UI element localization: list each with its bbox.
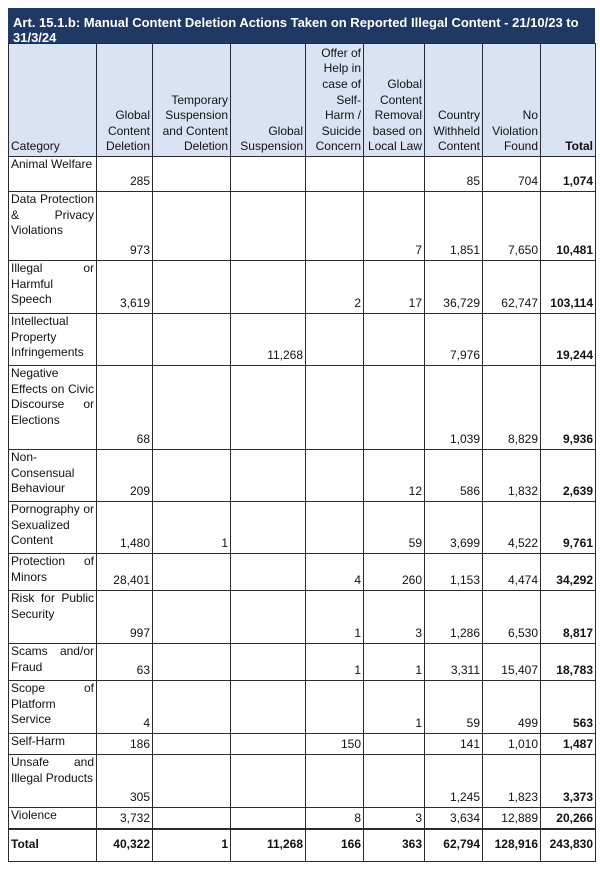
table-row <box>9 808 596 829</box>
category-cell: Illegal or Harmful Speech <box>9 261 97 314</box>
value-cell <box>153 450 231 502</box>
value-cell: 12 <box>364 450 425 502</box>
value-cell <box>231 808 306 829</box>
table-title: Art. 15.1.b: Manual Content Deletion Actions Taken on Reported Illegal Content - 21/10/23 to 31/3/24 <box>8 8 595 43</box>
value-cell <box>231 157 306 192</box>
value-cell <box>231 450 306 502</box>
value-cell <box>306 755 364 808</box>
value-cell: 85 <box>425 157 483 192</box>
value-cell <box>306 157 364 192</box>
total-cell: 11,268 <box>231 829 306 862</box>
column-header-offer-of-help: Offer of Help in case of Self-Harm / Suicide Concern <box>306 44 364 157</box>
value-cell <box>153 681 231 734</box>
column-header-global-content-removal: Global Content Removal based on Local Law <box>364 44 425 157</box>
row-total-cell: 1,487 <box>541 734 596 755</box>
value-cell <box>153 554 231 591</box>
value-cell: 973 <box>97 192 153 261</box>
row-total-cell: 103,114 <box>541 261 596 314</box>
value-cell: 4 <box>97 681 153 734</box>
category-cell: Intellectual Property Infringements <box>9 314 97 366</box>
value-cell: 28,401 <box>97 554 153 591</box>
table-row <box>9 157 596 192</box>
value-cell: 1 <box>364 681 425 734</box>
row-total-cell: 1,074 <box>541 157 596 192</box>
header-row <box>9 44 596 157</box>
value-cell <box>153 366 231 450</box>
category-cell: Negative Effects on Civic Discourse or Elections <box>9 366 97 450</box>
value-cell <box>483 314 541 366</box>
value-cell: 8,829 <box>483 366 541 450</box>
value-cell: 499 <box>483 681 541 734</box>
column-header-total: Total <box>541 44 596 157</box>
value-cell <box>231 261 306 314</box>
total-cell: 166 <box>306 829 364 862</box>
value-cell: 1 <box>306 591 364 644</box>
row-total-cell: 34,292 <box>541 554 596 591</box>
value-cell: 1,823 <box>483 755 541 808</box>
value-cell <box>231 502 306 554</box>
value-cell <box>153 591 231 644</box>
category-cell: Scams and/or Fraud <box>9 644 97 681</box>
value-cell <box>153 314 231 366</box>
value-cell <box>306 314 364 366</box>
value-cell <box>306 681 364 734</box>
value-cell <box>153 808 231 829</box>
value-cell: 305 <box>97 755 153 808</box>
table-row <box>9 314 596 366</box>
value-cell <box>231 681 306 734</box>
value-cell: 6,530 <box>483 591 541 644</box>
total-cell: 128,916 <box>483 829 541 862</box>
value-cell <box>153 644 231 681</box>
table-footer <box>9 829 596 862</box>
value-cell: 1,039 <box>425 366 483 450</box>
value-cell <box>153 157 231 192</box>
value-cell: 704 <box>483 157 541 192</box>
report-container <box>8 8 595 862</box>
column-header-country-withheld: Country Withheld Content <box>425 44 483 157</box>
table-row <box>9 755 596 808</box>
value-cell <box>231 734 306 755</box>
category-cell: Risk for Public Security <box>9 591 97 644</box>
value-cell: 3,311 <box>425 644 483 681</box>
total-row-label: Total <box>9 829 97 862</box>
total-row <box>9 829 596 862</box>
value-cell: 4,474 <box>483 554 541 591</box>
value-cell <box>306 366 364 450</box>
table-row <box>9 192 596 261</box>
value-cell <box>231 644 306 681</box>
value-cell <box>231 554 306 591</box>
value-cell: 8 <box>306 808 364 829</box>
value-cell: 17 <box>364 261 425 314</box>
value-cell <box>306 192 364 261</box>
value-cell <box>364 755 425 808</box>
category-cell: Data Protection & Privacy Violations <box>9 192 97 261</box>
value-cell <box>364 734 425 755</box>
value-cell: 186 <box>97 734 153 755</box>
column-header-temporary-suspension: Temporary Suspension and Content Deletion <box>153 44 231 157</box>
total-cell: 1 <box>153 829 231 862</box>
category-cell: Non-Consensual Behaviour <box>9 450 97 502</box>
value-cell <box>364 157 425 192</box>
category-cell: Unsafe and Illegal Products <box>9 755 97 808</box>
value-cell: 11,268 <box>231 314 306 366</box>
table-row <box>9 450 596 502</box>
value-cell: 209 <box>97 450 153 502</box>
value-cell: 59 <box>364 502 425 554</box>
value-cell: 1 <box>153 502 231 554</box>
value-cell: 36,729 <box>425 261 483 314</box>
table-row <box>9 734 596 755</box>
total-cell: 62,794 <box>425 829 483 862</box>
value-cell: 12,889 <box>483 808 541 829</box>
row-total-cell: 10,481 <box>541 192 596 261</box>
value-cell: 4 <box>306 554 364 591</box>
value-cell: 997 <box>97 591 153 644</box>
value-cell <box>153 192 231 261</box>
table-row <box>9 554 596 591</box>
value-cell: 3 <box>364 591 425 644</box>
category-cell: Protection of Minors <box>9 554 97 591</box>
value-cell: 7 <box>364 192 425 261</box>
row-total-cell: 563 <box>541 681 596 734</box>
table-header <box>9 44 596 157</box>
value-cell: 1,010 <box>483 734 541 755</box>
value-cell: 1,480 <box>97 502 153 554</box>
value-cell <box>306 502 364 554</box>
value-cell: 141 <box>425 734 483 755</box>
category-cell: Self-Harm <box>9 734 97 755</box>
row-total-cell: 9,761 <box>541 502 596 554</box>
value-cell <box>97 314 153 366</box>
row-total-cell: 18,783 <box>541 644 596 681</box>
value-cell <box>153 261 231 314</box>
value-cell <box>231 591 306 644</box>
total-cell: 363 <box>364 829 425 862</box>
value-cell <box>306 450 364 502</box>
value-cell: 68 <box>97 366 153 450</box>
value-cell: 63 <box>97 644 153 681</box>
value-cell: 1 <box>306 644 364 681</box>
row-total-cell: 2,639 <box>541 450 596 502</box>
value-cell: 3,699 <box>425 502 483 554</box>
value-cell: 3,732 <box>97 808 153 829</box>
table-row <box>9 366 596 450</box>
value-cell: 4,522 <box>483 502 541 554</box>
category-cell: Animal Welfare <box>9 157 97 192</box>
value-cell <box>231 192 306 261</box>
value-cell: 1,153 <box>425 554 483 591</box>
value-cell: 150 <box>306 734 364 755</box>
value-cell: 62,747 <box>483 261 541 314</box>
value-cell: 3,619 <box>97 261 153 314</box>
total-cell: 40,322 <box>97 829 153 862</box>
value-cell: 7,976 <box>425 314 483 366</box>
value-cell: 260 <box>364 554 425 591</box>
value-cell: 1,851 <box>425 192 483 261</box>
table-row <box>9 591 596 644</box>
value-cell: 586 <box>425 450 483 502</box>
category-cell: Violence <box>9 808 97 829</box>
row-total-cell: 8,817 <box>541 591 596 644</box>
table-row <box>9 261 596 314</box>
value-cell: 1,832 <box>483 450 541 502</box>
table-row <box>9 502 596 554</box>
value-cell <box>153 755 231 808</box>
content-deletion-table <box>8 43 596 862</box>
table-row <box>9 681 596 734</box>
value-cell: 3,634 <box>425 808 483 829</box>
row-total-cell: 9,936 <box>541 366 596 450</box>
value-cell: 59 <box>425 681 483 734</box>
table-body <box>9 157 596 829</box>
column-header-global-content-deletion: Global Content Deletion <box>97 44 153 157</box>
row-total-cell: 3,373 <box>541 755 596 808</box>
column-header-global-suspension: Global Suspension <box>231 44 306 157</box>
value-cell: 15,407 <box>483 644 541 681</box>
column-header-no-violation: No Violation Found <box>483 44 541 157</box>
row-total-cell: 20,266 <box>541 808 596 829</box>
grand-total-cell: 243,830 <box>541 829 596 862</box>
value-cell: 1,245 <box>425 755 483 808</box>
value-cell <box>231 755 306 808</box>
value-cell: 1 <box>364 644 425 681</box>
column-header-category: Category <box>9 44 97 157</box>
value-cell <box>231 366 306 450</box>
value-cell: 3 <box>364 808 425 829</box>
value-cell: 7,650 <box>483 192 541 261</box>
category-cell: Pornography or Sexualized Content <box>9 502 97 554</box>
table-row <box>9 644 596 681</box>
value-cell: 285 <box>97 157 153 192</box>
value-cell: 2 <box>306 261 364 314</box>
value-cell: 1,286 <box>425 591 483 644</box>
row-total-cell: 19,244 <box>541 314 596 366</box>
value-cell <box>364 366 425 450</box>
value-cell <box>364 314 425 366</box>
category-cell: Scope of Platform Service <box>9 681 97 734</box>
value-cell <box>153 734 231 755</box>
